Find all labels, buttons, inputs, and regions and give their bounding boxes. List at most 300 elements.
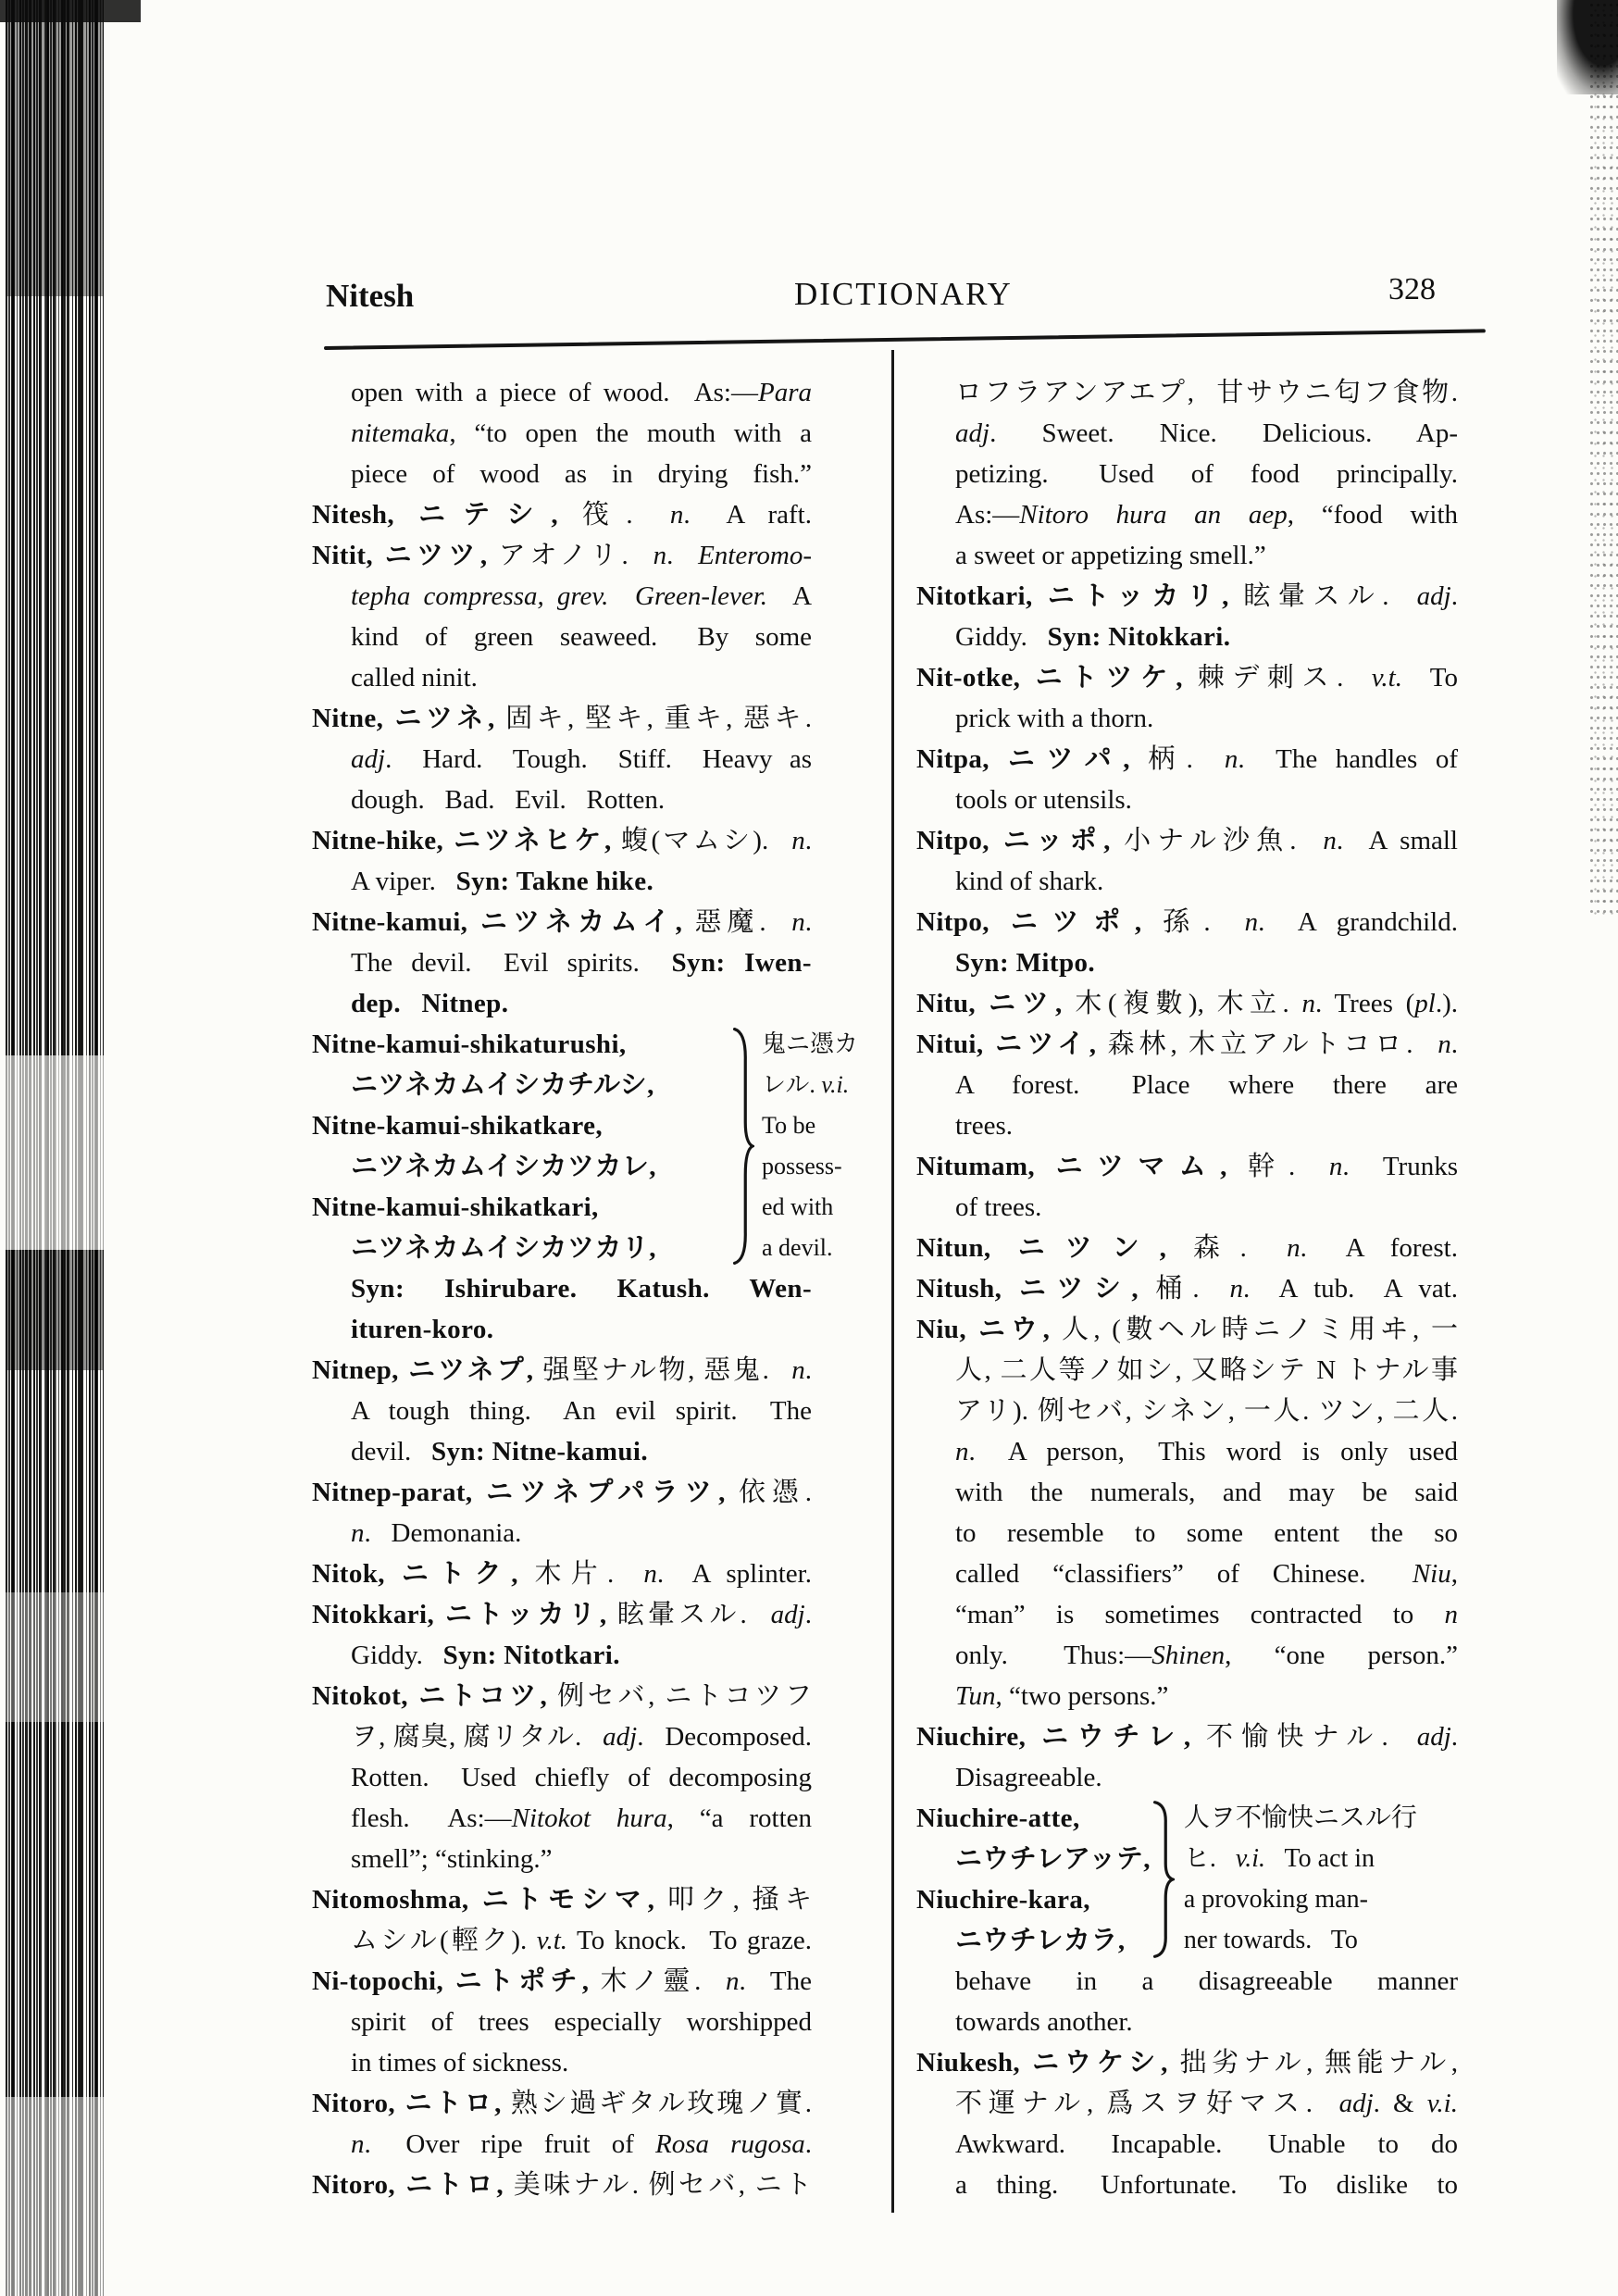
text-line	[762, 1024, 912, 1065]
headword-text: Nitne-hike, ニツネヒケ,	[312, 826, 612, 855]
entry-text: 熟シ過ギタル玫瑰ノ實.	[501, 2089, 812, 2118]
headword-text: Nitumam, ニツマム,	[916, 1152, 1227, 1181]
text-line	[916, 494, 1458, 535]
entry-text: to resemble to some entent the so	[955, 1518, 1458, 1548]
entry-text: ner towards. To	[1183, 1926, 1358, 1954]
text-line	[312, 780, 812, 820]
text-line	[312, 1879, 812, 1920]
entry-text: 人ヲ不愉快ニスル行	[1183, 1803, 1417, 1832]
entry-text: .	[804, 1600, 812, 1629]
entry-text: n	[1287, 1233, 1301, 1263]
entry-text: adj	[603, 1722, 638, 1752]
headword-text: Nitotkari, ニトッカリ,	[916, 581, 1229, 611]
entry-text: n	[1244, 907, 1259, 937]
entry-text: Giddy.	[351, 1641, 443, 1670]
entry-text: n	[1323, 826, 1337, 855]
entry-text: n	[1301, 989, 1316, 1018]
entry-text: n	[791, 1355, 805, 1385]
entry-text: . A tub. A vat.	[1243, 1274, 1458, 1304]
entry-text: nitemaka	[351, 418, 450, 448]
entry-text: 拙劣ナル, 無能ナル,	[1167, 2048, 1458, 2078]
entry-text: tepha compressa, grev.	[351, 581, 609, 611]
text-line	[312, 657, 812, 698]
entry-text: 惡魔.	[682, 907, 792, 937]
headword-text: Nitun, ニツン,	[916, 1233, 1167, 1263]
entry-text: possess-	[762, 1153, 842, 1179]
text-line	[916, 1635, 1458, 1676]
entry-text: 依憑.	[725, 1478, 812, 1507]
entry-text: .	[804, 2129, 812, 2159]
entry-text: 强堅ナル物, 惡鬼.	[533, 1355, 792, 1385]
entry-text: n	[791, 826, 805, 855]
entry-text: . Trunks	[1342, 1152, 1458, 1181]
entry-text: a thing. Unfortunate. To dislike to	[955, 2170, 1458, 2200]
text-line	[916, 454, 1458, 494]
entry-text: 固キ, 堅キ, 重キ, 惡キ.	[494, 704, 812, 733]
entry-text: n	[791, 907, 805, 937]
headword-text: ニツネカムイシカツカレ,	[351, 1152, 656, 1181]
text-line	[312, 1513, 812, 1554]
headword-text: Nitit, ニツツ,	[312, 541, 488, 570]
entry-text: adj	[1338, 2089, 1374, 2118]
entry-text: ロフラアンアエプ, 甘サウニ匂フ食物.	[955, 378, 1458, 407]
entry-text: ムシル(輕ク).	[351, 1926, 537, 1955]
entry-text: .	[804, 826, 812, 855]
text-line	[1184, 1839, 1458, 1879]
text-line	[312, 1024, 730, 1065]
text-line	[312, 1268, 812, 1309]
text-line	[916, 1594, 1458, 1635]
entry-text: 人, (數ヘル時ニノミ用ヰ, 一	[1050, 1315, 1458, 1344]
entry-text: . A grandchild.	[1258, 907, 1458, 937]
brace-glyph	[1151, 1798, 1176, 1961]
headword-text: Niuchire-kara,	[916, 1885, 1090, 1915]
text-line	[762, 1228, 912, 1268]
entry-text: , “a rotten	[666, 1803, 812, 1833]
headword-text: Nitnep, ニツネプ,	[312, 1355, 534, 1385]
headword-text: Nitne, ニツネ,	[312, 704, 495, 733]
entry-text: . Demonania.	[364, 1518, 522, 1548]
entry-text: flesh. As:—	[351, 1803, 512, 1833]
scan-artifact-dark-mid	[6, 1250, 104, 1370]
header-rule	[324, 329, 1486, 350]
entry-text: . Hard. Tough. Stiff. Heavy as	[385, 744, 812, 774]
text-line	[312, 902, 812, 942]
entry-text: adj	[1416, 581, 1451, 611]
text-line	[312, 1839, 812, 1879]
entry-text: tools or utensils.	[955, 785, 1132, 815]
text-line	[312, 1961, 812, 2002]
entry-text: pl	[1414, 989, 1436, 1018]
entry-text: ヲ, 腐臭, 腐リタル.	[351, 1722, 604, 1752]
text-line	[312, 2042, 812, 2083]
entry-text: 棘デ刺ス.	[1182, 663, 1372, 693]
entry-text: 不運ナル, 爲スヲ好マス.	[955, 2089, 1339, 2118]
entry-text: .	[1450, 1722, 1458, 1752]
entry-text: ヒ.	[1183, 1844, 1236, 1873]
text-line	[916, 1431, 1458, 1472]
text-line	[312, 820, 812, 861]
entry-text: A viper.	[351, 867, 456, 896]
text-line	[312, 1431, 812, 1472]
text-line	[312, 698, 812, 739]
page-number: 328	[1388, 272, 1436, 306]
braced-entry-group	[312, 1024, 912, 1268]
text-line	[312, 1472, 812, 1513]
entry-text: 人, 二人等ノ如シ, 又略シテ N トナル事	[955, 1355, 1458, 1385]
headword-text: Niu, ニウ,	[916, 1315, 1051, 1344]
text-line	[916, 942, 1458, 983]
entry-text: A	[767, 581, 812, 611]
text-line	[916, 861, 1458, 902]
entry-text: 不愉快ナル.	[1190, 1722, 1417, 1752]
scan-artifact-top-left-smear	[0, 0, 141, 22]
entry-text: .	[1450, 1029, 1458, 1059]
entry-text: 柄.	[1129, 744, 1225, 774]
text-line	[1184, 1798, 1458, 1839]
text-line	[916, 535, 1458, 576]
entry-text: piece of wood as in drying fish.”	[351, 459, 812, 489]
entry-text: Rosa rugosa	[655, 2129, 805, 2159]
entry-text: 眩暈スル.	[1228, 581, 1417, 611]
scan-artifact-dark-top	[6, 0, 104, 296]
headword-text: ituren-koro.	[351, 1315, 494, 1344]
text-line	[312, 372, 812, 413]
headword-text: Syn: Nitokkari.	[1047, 622, 1231, 652]
text-line	[312, 1105, 730, 1146]
entry-text: 眩暈スル.	[606, 1600, 771, 1629]
headword-text: Nitesh, ニテシ,	[312, 500, 559, 530]
text-line	[916, 1676, 1458, 1716]
text-line	[916, 372, 1458, 413]
right-column	[916, 372, 1458, 2205]
entry-text: 蝮(マムシ).	[611, 826, 792, 855]
text-line	[916, 1065, 1458, 1105]
text-line	[312, 494, 812, 535]
entry-text: Nitokot hura	[511, 1803, 667, 1833]
headword-text: Nitoro, ニトロ,	[312, 2089, 502, 2118]
text-line	[916, 1391, 1458, 1431]
entry-text: 小ナル沙魚.	[1110, 826, 1324, 855]
text-line	[762, 1146, 912, 1187]
entry-text: spirit of trees especially worshipped	[351, 2007, 812, 2037]
headword-text: Niuchire-atte,	[916, 1803, 1080, 1833]
text-line	[312, 1065, 730, 1105]
entry-text: ,	[1450, 1559, 1458, 1589]
text-line	[312, 1594, 812, 1635]
text-line	[312, 617, 812, 657]
entry-text: petizing. Used of food principally.	[955, 459, 1458, 489]
text-line	[312, 2083, 812, 2124]
headword-text: Nitne-kamui-shikaturushi,	[312, 1029, 627, 1059]
text-line	[312, 1676, 812, 1716]
entry-text: n	[1444, 1600, 1458, 1629]
headword-text: ニウチレカラ,	[955, 1926, 1126, 1955]
entry-text: n	[955, 1437, 969, 1466]
text-line	[312, 413, 812, 454]
entry-text: 木片.	[517, 1559, 644, 1589]
brace-definition	[756, 1024, 912, 1268]
entry-text: smell”; “stinking.”	[351, 1844, 553, 1874]
entry-text: . Over ripe fruit of	[364, 2129, 656, 2159]
running-head: Nitesh	[326, 278, 415, 314]
entry-text: 叩ク, 掻キ	[654, 1885, 812, 1915]
text-line	[916, 2124, 1458, 2165]
entry-text: Para	[758, 378, 812, 407]
headword-text: Syn: Nitotkari.	[442, 1641, 620, 1670]
entry-text: a sweet or appetizing smell.”	[955, 541, 1266, 570]
entry-text: , “two persons.”	[995, 1681, 1169, 1711]
entry-text: 孫.	[1141, 907, 1245, 937]
text-line	[916, 1920, 1151, 1961]
text-line	[312, 1635, 812, 1676]
scan-artifact-fade	[0, 1055, 113, 1250]
entry-text: called “classifiers” of Chinese.	[955, 1559, 1413, 1589]
entry-text: kind of green seaweed. By some	[351, 622, 812, 652]
entry-text: , “food with	[1287, 500, 1458, 530]
entry-text: . A person, This word is only used	[968, 1437, 1458, 1466]
headword-text: Niuchire, ニウチレ,	[916, 1722, 1191, 1752]
text-line	[312, 1798, 812, 1839]
text-line	[762, 1187, 912, 1228]
entry-text: . Decomposed.	[637, 1722, 812, 1752]
text-line	[312, 1309, 812, 1350]
text-line	[916, 1268, 1458, 1309]
entry-text: n	[1328, 1152, 1343, 1181]
headword-text: Syn: Nitne-kamui.	[431, 1437, 648, 1466]
entry-text: open with a piece of wood. As:—	[351, 378, 758, 407]
text-line	[916, 1716, 1458, 1757]
text-line	[916, 780, 1458, 820]
text-line	[916, 1024, 1458, 1065]
headword-text: ニツネカムイシカチルシ,	[351, 1070, 654, 1100]
entry-text: towards another.	[955, 2007, 1133, 2037]
entry-text: called ninit.	[351, 663, 478, 693]
headword-text: Nitnep-parat, ニツネプパラツ,	[312, 1478, 726, 1507]
headword-text: Nitokot, ニトコツ,	[312, 1681, 548, 1711]
text-line	[312, 454, 812, 494]
entry-text: n	[351, 2129, 365, 2159]
text-line	[916, 1961, 1458, 2002]
text-line	[312, 739, 812, 780]
entry-text: .	[804, 907, 812, 937]
headword-text: Nitok, ニトク,	[312, 1559, 518, 1589]
entry-text: n	[1438, 1029, 1451, 1059]
text-line	[916, 1105, 1458, 1146]
text-line	[312, 2165, 812, 2205]
scan-artifact-right-speckle	[1588, 0, 1618, 917]
text-line	[916, 820, 1458, 861]
entry-text: adj	[770, 1600, 805, 1629]
entry-text: アリ). 例セバ, シネン, 一人. ツン, 二人.	[955, 1396, 1458, 1426]
text-line	[312, 1920, 812, 1961]
text-line	[916, 617, 1458, 657]
scan-artifact-fade	[0, 2097, 113, 2296]
text-line	[312, 576, 812, 617]
text-line	[916, 1146, 1458, 1187]
headword-text: ニウチレアッテ,	[955, 1844, 1151, 1874]
brace-glyph	[730, 1024, 756, 1268]
entry-text: . A forest.	[1300, 1233, 1458, 1263]
entry-text: A forest. Place where there are	[955, 1070, 1458, 1100]
entry-text: 木(複數), 木立.	[1062, 989, 1302, 1018]
entry-text: . A raft.	[683, 500, 812, 530]
entry-text: adj	[351, 744, 386, 774]
entry-text: . A small	[1336, 826, 1458, 855]
text-line	[916, 1187, 1458, 1228]
entry-text: Rotten. Used chiefly of decomposing	[351, 1763, 812, 1792]
text-line	[916, 739, 1458, 780]
headword-text: Niukesh, ニウケシ,	[916, 2048, 1168, 2078]
headword-text: Nitokkari, ニトッカリ,	[312, 1600, 607, 1629]
entry-text: . &	[1373, 2089, 1427, 2118]
headword-text: dep. Nitnep.	[351, 989, 509, 1018]
text-line	[916, 1472, 1458, 1513]
text-line	[916, 2083, 1458, 2124]
brace-headwords	[916, 1798, 1151, 1961]
entry-text: a provoking man-	[1183, 1885, 1368, 1914]
text-line	[916, 1839, 1151, 1879]
text-line	[916, 2002, 1458, 2042]
entry-text: To be	[762, 1112, 816, 1139]
text-line	[916, 2165, 1458, 2205]
entry-text: .	[666, 541, 699, 570]
text-line	[312, 1350, 812, 1391]
entry-text: 木ノ靈.	[589, 1966, 727, 1996]
headword-text: Nitu, ニツ,	[916, 989, 1063, 1018]
headword-text: Syn: Takne hike.	[455, 867, 654, 896]
entry-text: 桶.	[1139, 1274, 1230, 1304]
entry-text: To	[1401, 663, 1458, 693]
text-line	[916, 1554, 1458, 1594]
entry-text: Awkward. Incapable. Unable to do	[955, 2129, 1458, 2159]
entry-text: A tough thing. An evil spirit. The	[351, 1396, 812, 1426]
headword-text: Nitpo, ニッポ,	[916, 826, 1111, 855]
entry-text: n	[1224, 744, 1238, 774]
text-line	[916, 1757, 1458, 1798]
text-line	[312, 1554, 812, 1594]
entry-text: .).	[1435, 989, 1458, 1018]
entry-text: . The handles of	[1238, 744, 1458, 774]
text-line	[312, 861, 812, 902]
headword-text: Ni-topochi, ニトポチ,	[312, 1966, 590, 1996]
text-line	[916, 1879, 1151, 1920]
headword-text: ニツネカムイシカツカリ,	[351, 1233, 656, 1263]
entry-text: , “one person.”	[1225, 1641, 1458, 1670]
text-line	[312, 1146, 730, 1187]
entry-text: . Trees (	[1315, 989, 1415, 1018]
entry-text: v.i.	[1235, 1844, 1265, 1873]
entry-text: . Sweet. Nice. Delicious. Ap-	[989, 418, 1458, 448]
entry-text: .	[804, 1355, 812, 1385]
entry-text: n	[351, 1518, 365, 1548]
entry-text: v.i.	[821, 1071, 850, 1098]
left-column	[312, 372, 859, 2205]
headword-text: Nitush, ニツシ,	[916, 1274, 1139, 1304]
text-line	[762, 1065, 912, 1105]
entry-text: only. Thus:—	[955, 1641, 1152, 1670]
headword-text: Syn: Ishirubare. Katush. Wen-	[351, 1274, 812, 1304]
braced-entry-group	[916, 1798, 1458, 1961]
entry-text: As:—	[955, 500, 1020, 530]
text-line	[312, 1391, 812, 1431]
entry-text: 例セバ, ニトコツフ	[547, 1681, 812, 1711]
entry-text: trees.	[955, 1111, 1013, 1141]
brace-definition	[1176, 1798, 1458, 1961]
text-line	[312, 983, 812, 1024]
entry-text: 筏.	[558, 500, 670, 530]
entry-text: adj	[955, 418, 990, 448]
entry-text: v.i.	[1426, 2089, 1458, 2118]
text-line	[916, 698, 1458, 739]
entry-text: adj	[1416, 1722, 1451, 1752]
headword-text: Nitoro, ニトロ,	[312, 2170, 504, 2200]
entry-text: Enteromo-	[698, 541, 812, 570]
text-line	[916, 1228, 1458, 1268]
headword-text: Nit-otke, ニトツケ,	[916, 663, 1183, 693]
text-line	[916, 2042, 1458, 2083]
headword-text: Nitne-kamui-shikatkari,	[312, 1192, 599, 1222]
entry-text: in times of sickness.	[351, 2048, 569, 2078]
entry-text: Green-lever.	[635, 581, 768, 611]
headword-text: Syn: Mitpo.	[955, 948, 1096, 978]
text-line	[1184, 1920, 1458, 1961]
text-line	[916, 413, 1458, 454]
entry-text: 森林, 木立アルトコロ.	[1096, 1029, 1438, 1059]
text-line	[312, 2002, 812, 2042]
brace-headwords	[312, 1024, 730, 1268]
text-line	[312, 942, 812, 983]
text-line	[916, 1350, 1458, 1391]
entry-text: n	[643, 1559, 657, 1589]
entry-text: n	[726, 1966, 740, 1996]
text-line	[312, 2124, 812, 2165]
entry-text: .	[1450, 581, 1458, 611]
entry-text: kind of shark.	[955, 867, 1104, 896]
entry-text: n	[653, 541, 667, 570]
text-line	[312, 535, 812, 576]
headword-text: Nitomoshma, ニトモシマ,	[312, 1885, 655, 1915]
headword-text: Nitne-kamui-shikatkare,	[312, 1111, 603, 1141]
entry-text	[608, 581, 635, 611]
text-line	[916, 1309, 1458, 1350]
text-line	[312, 1757, 812, 1798]
entry-text: Tun	[955, 1681, 996, 1711]
text-line	[916, 576, 1458, 617]
entry-text: 美味ナル. 例セバ, ニト	[504, 2170, 812, 2200]
text-line	[1184, 1879, 1458, 1920]
entry-text: of trees.	[955, 1192, 1042, 1222]
text-line	[762, 1105, 912, 1146]
headword-text: Nitpo, ニツポ,	[916, 907, 1142, 937]
entry-text: prick with a thorn.	[955, 704, 1154, 733]
text-line	[916, 1798, 1151, 1839]
entry-text: 幹.	[1226, 1152, 1329, 1181]
entry-text: Disagreeable.	[955, 1763, 1102, 1792]
entry-text: v.t.	[536, 1926, 568, 1955]
entry-text: behave in a disagreeable manner	[955, 1966, 1458, 1996]
headword-text: Nitpa, ニツパ,	[916, 744, 1130, 774]
entry-text: レル.	[762, 1071, 822, 1098]
entry-text: Shinen	[1151, 1641, 1226, 1670]
entry-text: Giddy.	[955, 622, 1048, 652]
entry-text: 鬼ニ憑カ	[762, 1030, 859, 1057]
entry-text: “man” is sometimes contracted to	[955, 1600, 1445, 1629]
entry-text: アオノリ.	[487, 541, 653, 570]
column-divider	[891, 350, 894, 2213]
entry-text: 森.	[1166, 1233, 1288, 1263]
scan-artifact-fade	[0, 1592, 113, 1722]
